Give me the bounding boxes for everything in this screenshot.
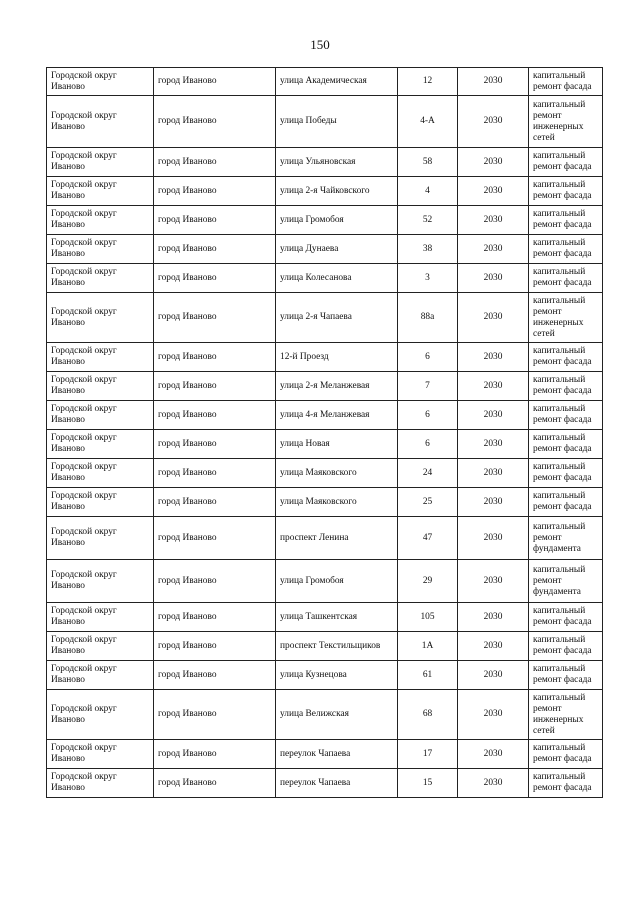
street-cell: улица 4-я Меланжевая	[276, 401, 398, 430]
work-type-cell: капитальный ремонт фасада	[529, 343, 603, 372]
settlement-cell: город Иваново	[154, 632, 276, 661]
municipal-district-cell: Городской округ Иваново	[47, 740, 154, 769]
house-number-cell: 52	[398, 206, 458, 235]
work-type-cell: капитальный ремонт фасада	[529, 177, 603, 206]
street-cell: улица Велижская	[276, 690, 398, 740]
house-number-cell: 105	[398, 603, 458, 632]
work-type-cell: капитальный ремонт фасада	[529, 264, 603, 293]
settlement-cell: город Иваново	[154, 343, 276, 372]
municipal-district-cell: Городской округ Иваново	[47, 343, 154, 372]
year-cell: 2030	[458, 96, 529, 148]
house-number-cell: 68	[398, 690, 458, 740]
work-type-cell: капитальный ремонт инженерных сетей	[529, 293, 603, 343]
year-cell: 2030	[458, 517, 529, 560]
table-row	[47, 177, 603, 206]
year-cell: 2030	[458, 206, 529, 235]
house-number-cell: 12	[398, 68, 458, 96]
work-type-cell: капитальный ремонт фасада	[529, 603, 603, 632]
table-row	[47, 517, 603, 560]
house-number-cell: 6	[398, 430, 458, 459]
repair-schedule-table	[46, 67, 603, 798]
municipal-district-cell: Городской округ Иваново	[47, 603, 154, 632]
table-row	[47, 206, 603, 235]
work-type-cell: капитальный ремонт фасада	[529, 632, 603, 661]
settlement-cell: город Иваново	[154, 372, 276, 401]
table-row	[47, 343, 603, 372]
street-cell: улица 2-я Меланжевая	[276, 372, 398, 401]
settlement-cell: город Иваново	[154, 177, 276, 206]
street-cell: улица Победы	[276, 96, 398, 148]
house-number-cell: 38	[398, 235, 458, 264]
year-cell: 2030	[458, 401, 529, 430]
table-row	[47, 690, 603, 740]
municipal-district-cell: Городской округ Иваново	[47, 560, 154, 603]
municipal-district-cell: Городской округ Иваново	[47, 264, 154, 293]
work-type-cell: капитальный ремонт фундамента	[529, 517, 603, 560]
settlement-cell: город Иваново	[154, 264, 276, 293]
year-cell: 2030	[458, 488, 529, 517]
year-cell: 2030	[458, 235, 529, 264]
street-cell: улица Кузнецова	[276, 661, 398, 690]
municipal-district-cell: Городской округ Иваново	[47, 68, 154, 96]
house-number-cell: 4-А	[398, 96, 458, 148]
settlement-cell: город Иваново	[154, 740, 276, 769]
year-cell: 2030	[458, 372, 529, 401]
settlement-cell: город Иваново	[154, 430, 276, 459]
settlement-cell: город Иваново	[154, 401, 276, 430]
work-type-cell: капитальный ремонт фасада	[529, 661, 603, 690]
settlement-cell: город Иваново	[154, 68, 276, 96]
house-number-cell: 15	[398, 769, 458, 798]
table-row	[47, 632, 603, 661]
table-row	[47, 459, 603, 488]
municipal-district-cell: Городской округ Иваново	[47, 372, 154, 401]
municipal-district-cell: Городской округ Иваново	[47, 293, 154, 343]
municipal-district-cell: Городской округ Иваново	[47, 632, 154, 661]
street-cell: 12-й Проезд	[276, 343, 398, 372]
street-cell: улица Маяковского	[276, 488, 398, 517]
table-row	[47, 603, 603, 632]
work-type-cell: капитальный ремонт фасада	[529, 430, 603, 459]
street-cell: проспект Текстильщиков	[276, 632, 398, 661]
year-cell: 2030	[458, 343, 529, 372]
settlement-cell: город Иваново	[154, 235, 276, 264]
municipal-district-cell: Городской округ Иваново	[47, 459, 154, 488]
street-cell: переулок Чапаева	[276, 740, 398, 769]
house-number-cell: 25	[398, 488, 458, 517]
municipal-district-cell: Городской округ Иваново	[47, 769, 154, 798]
year-cell: 2030	[458, 177, 529, 206]
house-number-cell: 29	[398, 560, 458, 603]
year-cell: 2030	[458, 661, 529, 690]
street-cell: переулок Чапаева	[276, 769, 398, 798]
settlement-cell: город Иваново	[154, 148, 276, 177]
settlement-cell: город Иваново	[154, 488, 276, 517]
municipal-district-cell: Городской округ Иваново	[47, 206, 154, 235]
house-number-cell: 6	[398, 343, 458, 372]
house-number-cell: 6	[398, 401, 458, 430]
street-cell: улица Ульяновская	[276, 148, 398, 177]
municipal-district-cell: Городской округ Иваново	[47, 690, 154, 740]
street-cell: улица Колесанова	[276, 264, 398, 293]
table-row	[47, 68, 603, 96]
table-row	[47, 148, 603, 177]
house-number-cell: 1А	[398, 632, 458, 661]
settlement-cell: город Иваново	[154, 603, 276, 632]
settlement-cell: город Иваново	[154, 690, 276, 740]
house-number-cell: 88а	[398, 293, 458, 343]
year-cell: 2030	[458, 459, 529, 488]
work-type-cell: капитальный ремонт инженерных сетей	[529, 690, 603, 740]
table-row	[47, 769, 603, 798]
house-number-cell: 4	[398, 177, 458, 206]
street-cell: улица Новая	[276, 430, 398, 459]
year-cell: 2030	[458, 740, 529, 769]
municipal-district-cell: Городской округ Иваново	[47, 96, 154, 148]
street-cell: улица 2-я Чапаева	[276, 293, 398, 343]
year-cell: 2030	[458, 690, 529, 740]
table-row	[47, 235, 603, 264]
year-cell: 2030	[458, 148, 529, 177]
work-type-cell: капитальный ремонт фасада	[529, 68, 603, 96]
table-row	[47, 264, 603, 293]
work-type-cell: капитальный ремонт фасада	[529, 488, 603, 517]
work-type-cell: капитальный ремонт фасада	[529, 740, 603, 769]
settlement-cell: город Иваново	[154, 769, 276, 798]
work-type-cell: капитальный ремонт фасада	[529, 148, 603, 177]
street-cell: улица Ташкентская	[276, 603, 398, 632]
street-cell: улица 2-я Чайковского	[276, 177, 398, 206]
year-cell: 2030	[458, 603, 529, 632]
house-number-cell: 61	[398, 661, 458, 690]
work-type-cell: капитальный ремонт фундамента	[529, 560, 603, 603]
year-cell: 2030	[458, 769, 529, 798]
work-type-cell: капитальный ремонт фасада	[529, 206, 603, 235]
house-number-cell: 47	[398, 517, 458, 560]
street-cell: улица Громобоя	[276, 206, 398, 235]
settlement-cell: город Иваново	[154, 560, 276, 603]
municipal-district-cell: Городской округ Иваново	[47, 517, 154, 560]
municipal-district-cell: Городской округ Иваново	[47, 488, 154, 517]
settlement-cell: город Иваново	[154, 293, 276, 343]
table-row	[47, 560, 603, 603]
table-body	[47, 68, 603, 798]
street-cell: улица Академическая	[276, 68, 398, 96]
table-row	[47, 661, 603, 690]
municipal-district-cell: Городской округ Иваново	[47, 177, 154, 206]
house-number-cell: 17	[398, 740, 458, 769]
work-type-cell: капитальный ремонт фасада	[529, 459, 603, 488]
table-row	[47, 401, 603, 430]
house-number-cell: 24	[398, 459, 458, 488]
table-row	[47, 488, 603, 517]
municipal-district-cell: Городской округ Иваново	[47, 148, 154, 177]
year-cell: 2030	[458, 68, 529, 96]
house-number-cell: 3	[398, 264, 458, 293]
street-cell: улица Громобоя	[276, 560, 398, 603]
settlement-cell: город Иваново	[154, 459, 276, 488]
house-number-cell: 7	[398, 372, 458, 401]
settlement-cell: город Иваново	[154, 661, 276, 690]
page-number: 150	[310, 37, 330, 52]
table-row	[47, 430, 603, 459]
year-cell: 2030	[458, 264, 529, 293]
work-type-cell: капитальный ремонт фасада	[529, 769, 603, 798]
street-cell: улица Дунаева	[276, 235, 398, 264]
settlement-cell: город Иваново	[154, 206, 276, 235]
municipal-district-cell: Городской округ Иваново	[47, 430, 154, 459]
settlement-cell: город Иваново	[154, 517, 276, 560]
year-cell: 2030	[458, 430, 529, 459]
house-number-cell: 58	[398, 148, 458, 177]
year-cell: 2030	[458, 632, 529, 661]
work-type-cell: капитальный ремонт фасада	[529, 401, 603, 430]
year-cell: 2030	[458, 560, 529, 603]
municipal-district-cell: Городской округ Иваново	[47, 661, 154, 690]
work-type-cell: капитальный ремонт фасада	[529, 235, 603, 264]
table-row	[47, 372, 603, 401]
municipal-district-cell: Городской округ Иваново	[47, 401, 154, 430]
municipal-district-cell: Городской округ Иваново	[47, 235, 154, 264]
year-cell: 2030	[458, 293, 529, 343]
work-type-cell: капитальный ремонт фасада	[529, 372, 603, 401]
table-row	[47, 740, 603, 769]
settlement-cell: город Иваново	[154, 96, 276, 148]
street-cell: улица Маяковского	[276, 459, 398, 488]
work-type-cell: капитальный ремонт инженерных сетей	[529, 96, 603, 148]
street-cell: проспект Ленина	[276, 517, 398, 560]
table-row	[47, 293, 603, 343]
table-row	[47, 96, 603, 148]
